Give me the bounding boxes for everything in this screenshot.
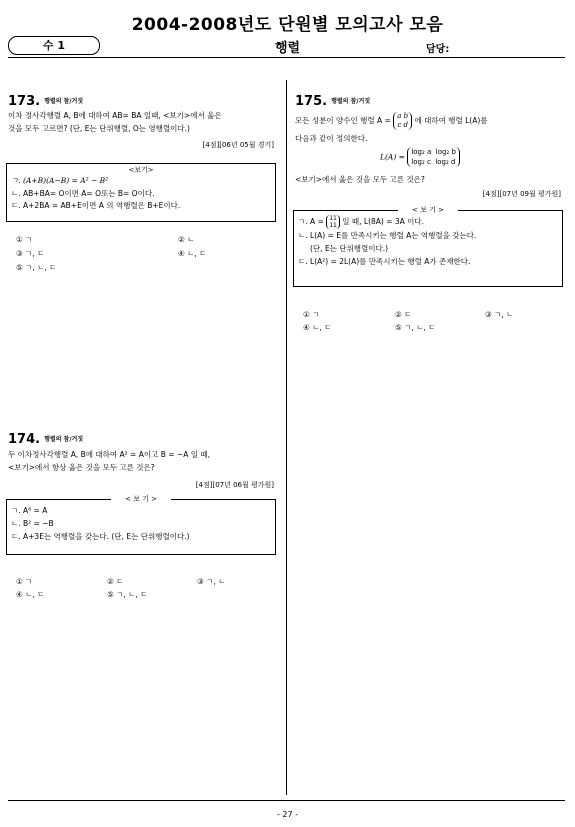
question-174-text: [8, 448, 278, 474]
matrix-ones: 11 11: [326, 215, 340, 229]
example-box-title: < 보 기 >: [398, 205, 458, 215]
choice-5[interactable]: ⑤ ㄱ, ㄴ, ㄷ: [395, 323, 436, 332]
question-line: 모든 성분이 양수인 행렬 A =: [295, 116, 391, 125]
choice-1[interactable]: ① ㄱ: [16, 235, 33, 244]
example-item: ㄱ. A⁸ = A: [11, 506, 48, 515]
question-number: 174.: [8, 432, 41, 447]
question-174-heading: [8, 428, 83, 447]
question-line: 두 이차정사각행렬 A, B에 대하여 A² = A이고 B = −A 일 때,: [8, 450, 210, 459]
question-source: [4점][07년 06월 평가원]: [195, 481, 274, 489]
question-tag: 행렬의 참/거짓: [44, 436, 84, 443]
example-item: ㄷ. A+2BA = AB+E이면 A 의 역행렬은 B+E이다.: [11, 201, 181, 210]
choice-1[interactable]: ① ㄱ: [303, 310, 320, 319]
question-source: [4점][07년 09월 평가원]: [482, 190, 561, 198]
example-box: [6, 163, 276, 222]
choice-2[interactable]: ② ㄷ: [395, 310, 412, 319]
question-number: 173.: [8, 94, 41, 109]
choice-5[interactable]: ⑤ ㄱ, ㄴ, ㄷ: [107, 590, 148, 599]
question-173-text: [8, 109, 278, 135]
example-box-title: <보기>: [128, 166, 154, 174]
question-175-line1: [295, 112, 488, 130]
example-item: ㄷ. L(A²) = 2L(A)를 만족시키는 행렬 A가 존재한다.: [298, 257, 471, 266]
question-source: [4점][06년 05월 경기]: [202, 141, 274, 149]
question-173-heading: [8, 90, 83, 109]
subject-badge: 수 1: [8, 36, 100, 55]
choice-1[interactable]: ① ㄱ: [16, 577, 33, 586]
page-title: 2004-2008년도 단원별 모의고사 모음: [131, 15, 444, 35]
question-line: 다음과 같이 정의한다.: [295, 134, 368, 143]
choice-4[interactable]: ④ ㄴ, ㄷ: [178, 249, 207, 258]
definition-formula: [380, 147, 460, 167]
question-line: 이차 정사각행렬 A, B에 대하여 AB= BA 일때, <보기>에서 옳은: [8, 111, 222, 120]
example-item: ㄱ. A = 11 11 일 때, L(8A) = 3A 이다.: [298, 215, 425, 229]
example-item: ㄴ. L(A) = E를 만족시키는 행렬 A는 역행렬을 갖는다.: [298, 231, 477, 240]
choice-4[interactable]: ④ ㄴ, ㄷ: [16, 590, 45, 599]
choice-3[interactable]: ③ ㄱ, ㄴ: [197, 577, 226, 586]
choice-4[interactable]: ④ ㄴ, ㄷ: [303, 323, 332, 332]
choice-3[interactable]: ③ ㄱ, ㄷ: [16, 249, 45, 258]
question-line: 에 대하여 행렬 L(A)를: [414, 116, 488, 125]
question-175-heading: [295, 90, 370, 109]
definition-lhs: L(A) =: [380, 152, 405, 162]
page-number: - 27 -: [276, 810, 299, 819]
question-tag: 행렬의 참/거짓: [331, 98, 371, 105]
choice-3[interactable]: ③ ㄱ, ㄴ: [485, 310, 514, 319]
question-line: <보기>에서 항상 옳은 것을 모두 고른 것은?: [8, 463, 155, 472]
choice-5[interactable]: ⑤ ㄱ, ㄴ, ㄷ: [16, 263, 57, 272]
example-box: [6, 495, 276, 555]
question-line: <보기>에서 옳은 것을 모두 고른 것은?: [295, 175, 425, 184]
example-item: ㄴ. AB+BA= O이면 A= O또는 B= O이다.: [11, 188, 155, 198]
matrix-l: log₂ a log₂ b log₂ c log₂ d: [407, 147, 460, 167]
choice-2[interactable]: ② ㄴ: [178, 235, 195, 244]
example-item: ㄱ. (A+B)(A−B) = A² − B²: [11, 176, 109, 185]
question-line: 것을 모두 고르면? (단, E는 단위행렬, O는 영행렬이다.): [8, 124, 190, 133]
example-item: ㄴ. B² = −B: [11, 519, 54, 528]
question-tag: 행렬의 참/거짓: [44, 98, 84, 105]
choice-2[interactable]: ② ㄷ: [107, 577, 124, 586]
example-box-title: < 보 기 >: [111, 494, 171, 504]
example-item: ㄷ. A+3E는 역행렬을 갖는다. (단, E는 단위행렬이다.): [11, 532, 190, 541]
charge-label: 담당:: [426, 44, 450, 55]
footer-divider: [8, 800, 565, 801]
matrix-a: a b c d: [393, 112, 412, 130]
example-box: [293, 206, 563, 287]
example-item-note: (단, E는 단위행렬이다.): [310, 244, 389, 253]
question-number: 175.: [295, 94, 328, 109]
column-divider: [286, 80, 287, 795]
topic-title: 행렬: [274, 41, 301, 56]
header-divider: [8, 57, 565, 58]
